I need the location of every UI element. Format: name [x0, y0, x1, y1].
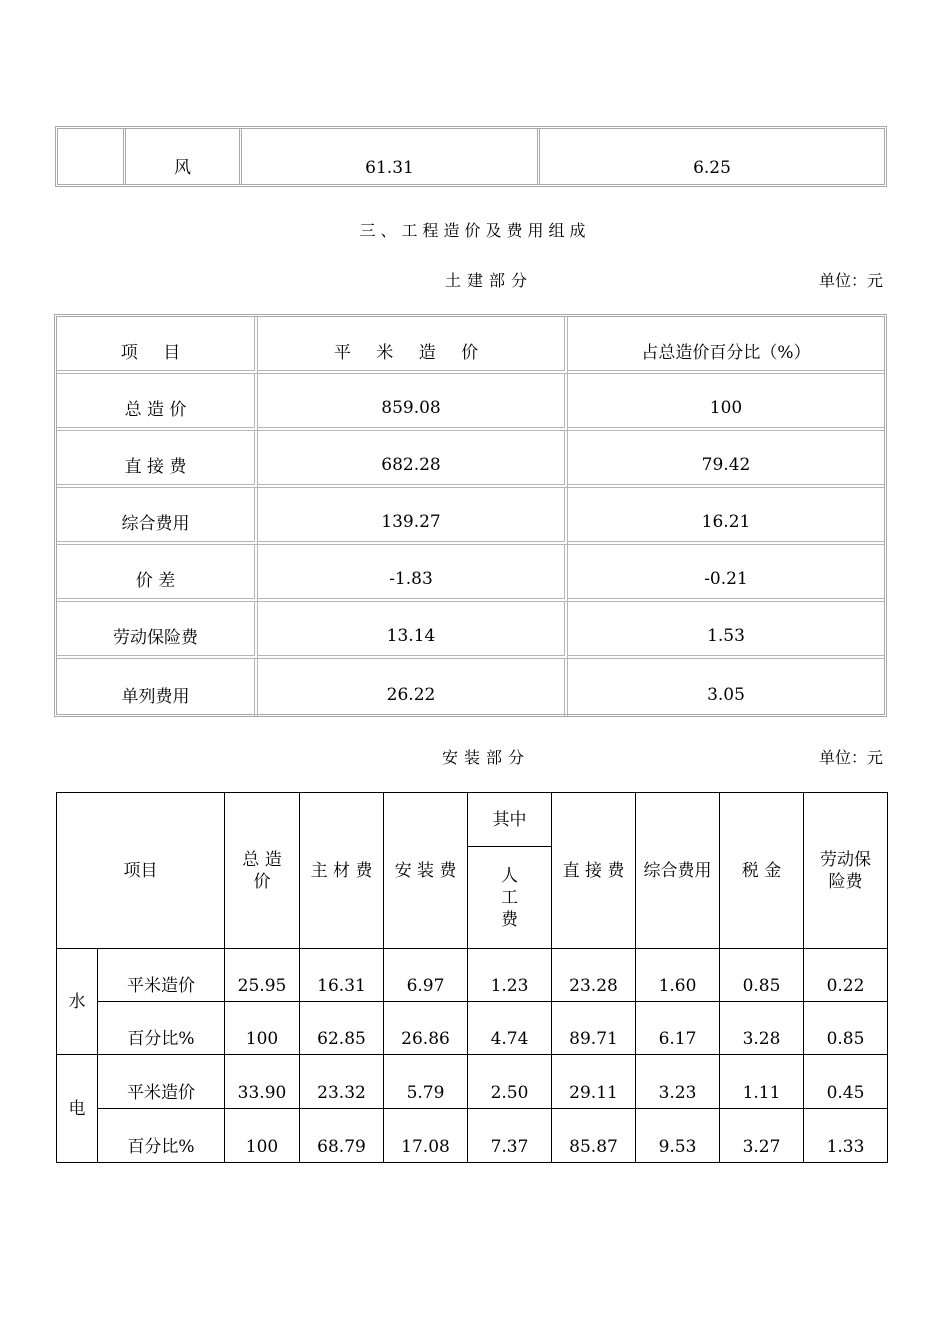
- row-item: 价 差: [57, 545, 258, 602]
- header-install-fee: 安 装 费: [384, 793, 468, 949]
- header-item: 项 目: [57, 317, 258, 374]
- header-item: 项目: [57, 793, 225, 949]
- header-of-which: 其中: [468, 793, 552, 847]
- cell-direct: 23.28: [552, 949, 636, 1002]
- table-cell-value: 61.31: [242, 129, 540, 184]
- cell-comprehensive: 6.17: [636, 1002, 720, 1055]
- row-percent: 16.21: [568, 488, 884, 545]
- section-title: 三、工程造价及费用组成: [359, 221, 591, 240]
- table-cell-label: 风: [126, 129, 242, 184]
- row-percent: 1.53: [568, 602, 884, 659]
- cell-insurance: 1.33: [804, 1109, 888, 1163]
- cell-insurance: 0.22: [804, 949, 888, 1002]
- civil-unit: 单位：元: [819, 271, 884, 290]
- cell-tax: 1.11: [720, 1055, 804, 1109]
- cell-main-material: 62.85: [300, 1002, 384, 1055]
- cell-comprehensive: 1.60: [636, 949, 720, 1002]
- cell-total: 25.95: [225, 949, 300, 1002]
- group-label: 电: [57, 1055, 98, 1163]
- cell-direct: 89.71: [552, 1002, 636, 1055]
- row-item: 综合费用: [57, 488, 258, 545]
- row-label: 百分比%: [98, 1109, 225, 1163]
- header-main-material: 主 材 费: [300, 793, 384, 949]
- install-unit: 单位：元: [819, 748, 884, 767]
- table-row: [57, 1002, 888, 1055]
- header-total: 总 造 价: [225, 793, 300, 949]
- header-insurance: 劳动保险费: [804, 793, 888, 949]
- table-row: [57, 545, 884, 602]
- cell-comprehensive: 3.23: [636, 1055, 720, 1109]
- cell-insurance: 0.85: [804, 1002, 888, 1055]
- table-row: [57, 1109, 888, 1163]
- cell-main-material: 68.79: [300, 1109, 384, 1163]
- table-cell-empty: [58, 129, 126, 184]
- header-direct: 直 接 费: [552, 793, 636, 949]
- row-per-sqm: 13.14: [258, 602, 568, 659]
- header-labor: 人 工 费: [468, 847, 552, 949]
- cell-install-fee: 17.08: [384, 1109, 468, 1163]
- cell-direct: 85.87: [552, 1109, 636, 1163]
- cell-main-material: 16.31: [300, 949, 384, 1002]
- table-cell-percent: 6.25: [693, 158, 731, 178]
- cell-labor: 1.23: [468, 949, 552, 1002]
- row-per-sqm: 682.28: [258, 431, 568, 488]
- row-item: 直 接 费: [57, 431, 258, 488]
- install-caption: 安装部分: [442, 748, 531, 767]
- row-item: 总 造 价: [57, 374, 258, 431]
- row-per-sqm: -1.83: [258, 545, 568, 602]
- cell-comprehensive: 9.53: [636, 1109, 720, 1163]
- cell-install-fee: 5.79: [384, 1055, 468, 1109]
- install-cost-table: [56, 792, 888, 1163]
- table-row: [57, 1055, 888, 1109]
- cell-main-material: 23.32: [300, 1055, 384, 1109]
- civil-caption: 土建部分: [445, 271, 534, 290]
- header-tax: 税 金: [720, 793, 804, 949]
- cell-insurance: 0.45: [804, 1055, 888, 1109]
- cell-total: 33.90: [225, 1055, 300, 1109]
- row-per-sqm: 859.08: [258, 374, 568, 431]
- cell-direct: 29.11: [552, 1055, 636, 1109]
- row-percent: 3.05: [707, 684, 745, 705]
- cell-tax: 3.27: [720, 1109, 804, 1163]
- row-label: 百分比%: [98, 1002, 225, 1055]
- header-percent: 占总造价百分比（%）: [568, 317, 884, 374]
- row-item: 劳动保险费: [57, 602, 258, 659]
- header-per-sqm: 平 米 造 价: [258, 317, 568, 374]
- civil-cost-table: [54, 314, 887, 717]
- cell-total: 100: [225, 1002, 300, 1055]
- table-row: [57, 431, 884, 488]
- table-row: [57, 659, 884, 716]
- cell-install-fee: 6.97: [384, 949, 468, 1002]
- row-per-sqm: 26.22: [258, 659, 568, 716]
- table-row: [57, 602, 884, 659]
- cell-labor: 4.74: [468, 1002, 552, 1055]
- cell-tax: 3.28: [720, 1002, 804, 1055]
- table-row: [57, 488, 884, 545]
- table-header-row: [57, 793, 888, 847]
- group-label: 水: [57, 949, 98, 1055]
- table-row: [57, 949, 888, 1002]
- row-percent: -0.21: [568, 545, 884, 602]
- cell-labor: 7.37: [468, 1109, 552, 1163]
- row-per-sqm: 139.27: [258, 488, 568, 545]
- row-label: 平米造价: [98, 1055, 225, 1109]
- cell-tax: 0.85: [720, 949, 804, 1002]
- row-percent: 79.42: [568, 431, 884, 488]
- cell-total: 100: [225, 1109, 300, 1163]
- cell-install-fee: 26.86: [384, 1002, 468, 1055]
- row-item: 单列费用: [57, 659, 258, 716]
- top-table-fragment: [55, 126, 887, 187]
- row-label: 平米造价: [98, 949, 225, 1002]
- header-comprehensive: 综合费用: [636, 793, 720, 949]
- table-row: [57, 374, 884, 431]
- cell-labor: 2.50: [468, 1055, 552, 1109]
- table-header-row: [57, 317, 884, 374]
- row-percent: 100: [568, 374, 884, 431]
